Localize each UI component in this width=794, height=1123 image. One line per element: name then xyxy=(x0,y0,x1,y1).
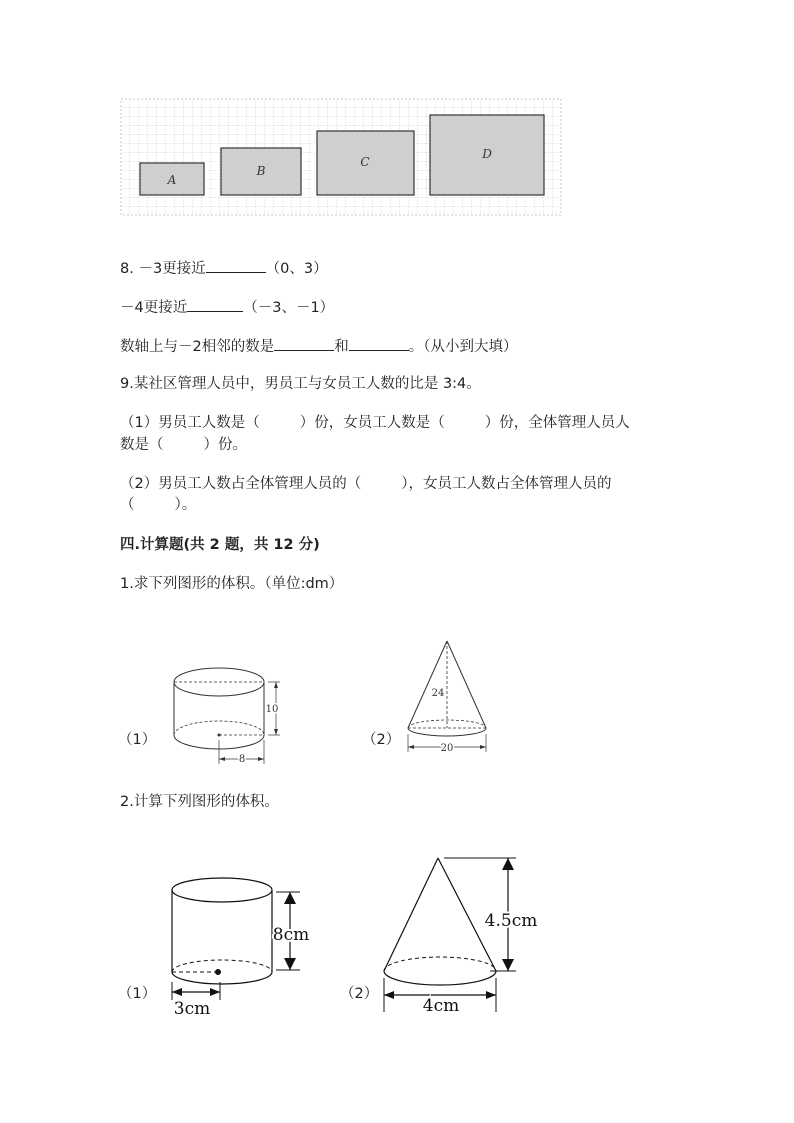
calc1-cone-diameter-label: 20 xyxy=(440,743,454,754)
q9-p2-text-b: ），女员工人数占全体管理人员的 xyxy=(401,476,612,492)
calc1-cone-height-label: 24 xyxy=(431,688,445,699)
calc1-cyl-height-label: 10 xyxy=(265,704,279,715)
calc2-prompt: 2.计算下列图形的体积。 xyxy=(120,794,279,810)
calc1-prompt: 1.求下列图形的体积。（单位:dm） xyxy=(120,576,344,592)
q8-line1-prefix: 8. －3更接近 xyxy=(120,261,206,277)
q8-line3-suffix: 。（从小到大填） xyxy=(408,339,518,355)
q8-line3-prefix: 数轴上与－2相邻的数是 xyxy=(120,339,275,355)
q8-blank-3[interactable] xyxy=(274,335,334,351)
q8-blank-1[interactable] xyxy=(206,257,266,273)
q9-p1-text-e: ）份。 xyxy=(203,437,247,453)
calc1-fig2-label: （2） xyxy=(362,732,401,748)
q8-blank-4[interactable] xyxy=(349,335,409,351)
cone-figure-1 xyxy=(402,636,492,756)
q8-line1-suffix: （0、3） xyxy=(265,261,328,277)
calc1-fig1-label: （1） xyxy=(118,732,157,748)
q9-part2-line2 xyxy=(120,495,196,515)
q9-p1-text-a: （1）男员工人数是（ xyxy=(120,415,260,431)
label-b: B xyxy=(256,164,266,178)
q9-p2-text-c: （ xyxy=(120,497,135,513)
calc2-fig2-label: （2） xyxy=(340,986,379,1002)
q9-part2-line1 xyxy=(120,474,611,494)
q9-p1-text-c: ）份，全体管理人员人 xyxy=(484,415,630,431)
q8-line2-suffix: （－3、－1） xyxy=(243,300,335,316)
q9-p2-text-a: （2）男员工人数占全体管理人员的（ xyxy=(120,476,362,492)
q8-line1 xyxy=(120,257,328,279)
q8-blank-2[interactable] xyxy=(187,296,243,312)
calc2-fig1-label: （1） xyxy=(118,986,157,1002)
label-c: C xyxy=(360,155,370,169)
label-a: A xyxy=(167,173,177,187)
q8-line2-prefix: －4更接近 xyxy=(120,300,188,316)
calc2-cyl-height-label: 8cm xyxy=(272,925,310,945)
calc1-cyl-radius-label: 8 xyxy=(238,754,246,765)
calc2-cyl-radius-label: 3cm xyxy=(173,999,211,1018)
q9-part1-line2 xyxy=(120,435,247,455)
q9-stem: 9.某社区管理人员中，男员工与女员工人数的比是 3:4。 xyxy=(120,376,481,392)
calc2-cone-height-label: 4.5cm xyxy=(484,911,538,931)
cone-figure-2 xyxy=(378,850,550,1020)
q8-line3 xyxy=(120,335,517,357)
cylinder-figure-1 xyxy=(168,660,288,770)
q9-p1-text-d: 数是（ xyxy=(120,437,164,453)
q8-line2 xyxy=(120,296,334,318)
q9-part1-line1 xyxy=(120,413,630,433)
label-d: D xyxy=(482,147,492,161)
cylinder-figure-2 xyxy=(164,870,324,1018)
section-title: 四.计算题(共 2 题，共 12 分) xyxy=(120,537,320,553)
rectangle-grid-figure xyxy=(120,98,562,216)
q8-line3-mid: 和 xyxy=(334,339,349,355)
calc2-cone-diameter-label: 4cm xyxy=(422,996,460,1016)
q9-p1-text-b: ）份，女员工人数是（ xyxy=(299,415,445,431)
q9-p2-text-d: ）。 xyxy=(174,497,197,513)
